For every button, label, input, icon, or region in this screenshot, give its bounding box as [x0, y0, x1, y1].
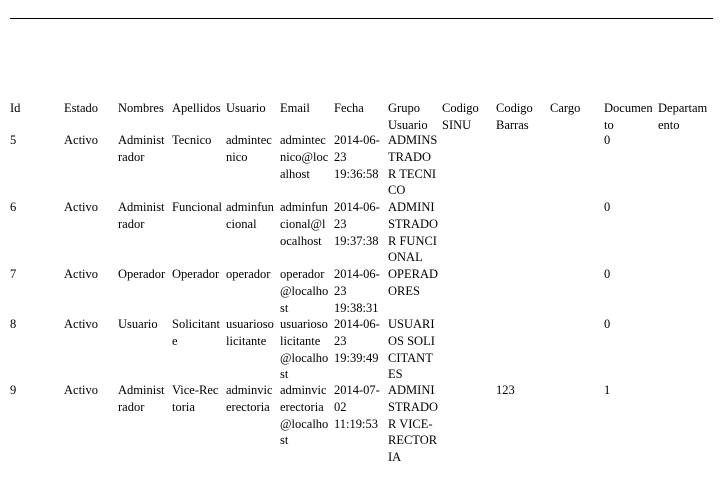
table-cell-fecha: 2014-07- 02 11:19:53 [334, 383, 380, 431]
table-cell-apellidos: Solicitant e [172, 317, 220, 348]
column-header-id: Id [10, 101, 21, 115]
table-cell-usuario: adminfun cional [226, 200, 274, 231]
table-cell-id: 5 [10, 133, 17, 147]
table-cell-estado: Activo [64, 383, 99, 397]
table-cell-id: 6 [10, 200, 17, 214]
table-cell-documento: 0 [604, 200, 611, 214]
column-header-estado: Estado [64, 101, 99, 115]
table-cell-nombres: Administ rador [118, 200, 165, 231]
table-cell-fecha: 2014-06- 23 19:38:31 [334, 267, 380, 315]
column-header-usuario: Usuario [226, 101, 266, 115]
table-cell-id: 9 [10, 383, 17, 397]
table-cell-apellidos: Operador [172, 267, 220, 281]
table-cell-id: 8 [10, 317, 17, 331]
table-cell-usuario: operador [226, 267, 271, 281]
column-header-documento: Documen to [604, 101, 653, 132]
table-cell-usuario: adminvic erectoria [226, 383, 273, 414]
table-cell-apellidos: Vice-Rec toria [172, 383, 219, 414]
table-cell-apellidos: Tecnico [172, 133, 212, 147]
table-cell-usuario: usuarioso licitante [226, 317, 274, 348]
table-cell-fecha: 2014-06- 23 19:37:38 [334, 200, 380, 248]
column-header-codigo-sinu: Codigo SINU [442, 101, 479, 132]
table-cell-estado: Activo [64, 267, 99, 281]
table-cell-fecha: 2014-06- 23 19:36:58 [334, 133, 380, 181]
column-header-email: Email [280, 101, 310, 115]
column-header-fecha: Fecha [334, 101, 364, 115]
table-cell-nombres: Usuario [118, 317, 158, 331]
column-header-nombres: Nombres [118, 101, 164, 115]
table-cell-email: admintec nico@loc alhost [280, 133, 329, 181]
column-header-departamento: Departam ento [658, 101, 708, 132]
table-cell-estado: Activo [64, 133, 99, 147]
table-cell-documento: 0 [604, 267, 611, 281]
table-cell-nombres: Operador [118, 267, 166, 281]
top-rule [10, 18, 713, 19]
column-header-codigo-barras: Codigo Barras [496, 101, 533, 132]
table-cell-fecha: 2014-06- 23 19:39:49 [334, 317, 380, 365]
table-cell-email: adminvic erectoria @localho st [280, 383, 329, 448]
table-cell-documento: 0 [604, 133, 611, 147]
table-cell-grupo: ADMINI STRADO R VICE- RECTOR IA [388, 383, 439, 465]
table-cell-estado: Activo [64, 317, 99, 331]
table-cell-estado: Activo [64, 200, 99, 214]
table-cell-nombres: Administ rador [118, 133, 165, 164]
column-header-apellidos: Apellidos [172, 101, 221, 115]
table-cell-id: 7 [10, 267, 17, 281]
table-cell-grupo: USUARI OS SOLI CITANT ES [388, 317, 435, 382]
table-cell-grupo: OPERAD ORES [388, 267, 439, 298]
table-cell-grupo: ADMINI STRADO R FUNCI ONAL [388, 200, 439, 265]
table-cell-email: usuarioso licitante @localho st [280, 317, 329, 382]
table-cell-grupo: ADMINS TRADO R TECNI CO [388, 133, 438, 198]
table-cell-documento: 0 [604, 317, 611, 331]
table-cell-documento: 1 [604, 383, 611, 397]
column-header-grupo: Grupo Usuario [388, 101, 428, 132]
column-header-cargo: Cargo [550, 101, 581, 115]
table-cell-apellidos: Funcional [172, 200, 222, 214]
table-cell-usuario: admintec nico [226, 133, 272, 164]
table-cell-email: operador @localho st [280, 267, 329, 315]
table-cell-email: adminfun cional@l ocalhost [280, 200, 328, 248]
table-cell-nombres: Administ rador [118, 383, 165, 414]
table-cell-codigo-barras: 123 [496, 383, 515, 397]
